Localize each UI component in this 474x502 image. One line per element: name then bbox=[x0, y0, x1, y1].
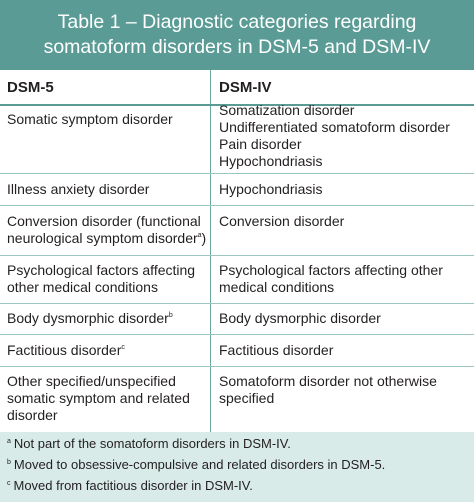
row-divider bbox=[0, 255, 474, 256]
row4-dsmiv: Psychological factors affecting other medical conditions bbox=[219, 262, 443, 295]
row2-dsmiv: Hypochondriasis bbox=[219, 181, 323, 197]
row1-dsmiv: Somatization disorder Undifferentiated somatoform disorder Pain disorder Hypochondriasis bbox=[219, 102, 450, 169]
row7-dsmiv: Somatoform disorder not otherwise specified bbox=[219, 373, 437, 406]
row5-dsm5: Body dysmorphic disorder$^b$ bbox=[7, 310, 173, 326]
row1-dsm5: Somatic symptom disorder bbox=[7, 111, 173, 127]
row-divider bbox=[0, 173, 474, 174]
footnote-c: $^c$ Moved from factitious disorder in DSM-IV. bbox=[7, 478, 253, 493]
footnotes bbox=[0, 433, 474, 502]
table-title-line-1: Table 1 – Diagnostic categories regarding bbox=[57, 11, 417, 33]
row-divider bbox=[0, 205, 474, 206]
table-title-line-2: somatoform disorders in DSM-5 and DSM-IV bbox=[43, 36, 431, 58]
row4-dsm5: Psychological factors affecting other medical conditions bbox=[7, 262, 196, 295]
data-table bbox=[0, 70, 474, 432]
row-divider bbox=[0, 303, 474, 304]
row-divider bbox=[0, 366, 474, 367]
footnote-a: $^a$ Not part of the somatoform disorders in DSM-IV. bbox=[7, 436, 291, 451]
row3-dsm5: Conversion disorder (functional neurological symptom disorder$^a$) bbox=[7, 213, 207, 246]
row6-dsmiv: Factitious disorder bbox=[219, 342, 334, 358]
footnote-b: $^b$ Moved to obsessive-compulsive and related disorders in DSM-5. bbox=[7, 457, 386, 472]
row6-dsm5: Factitious disorder$^c$ bbox=[7, 342, 125, 358]
header-dsmiv: DSM-IV bbox=[219, 79, 272, 96]
row2-dsm5: Illness anxiety disorder bbox=[7, 181, 150, 197]
row-divider bbox=[0, 334, 474, 335]
row3-dsmiv: Conversion disorder bbox=[219, 213, 345, 229]
row7-dsm5: Other specified/unspecified somatic symptom and related disorder bbox=[7, 373, 190, 423]
header-dsm5: DSM-5 bbox=[7, 79, 54, 96]
column-divider bbox=[210, 70, 211, 432]
row5-dsmiv: Body dysmorphic disorder bbox=[219, 310, 381, 326]
table-title bbox=[0, 0, 474, 70]
